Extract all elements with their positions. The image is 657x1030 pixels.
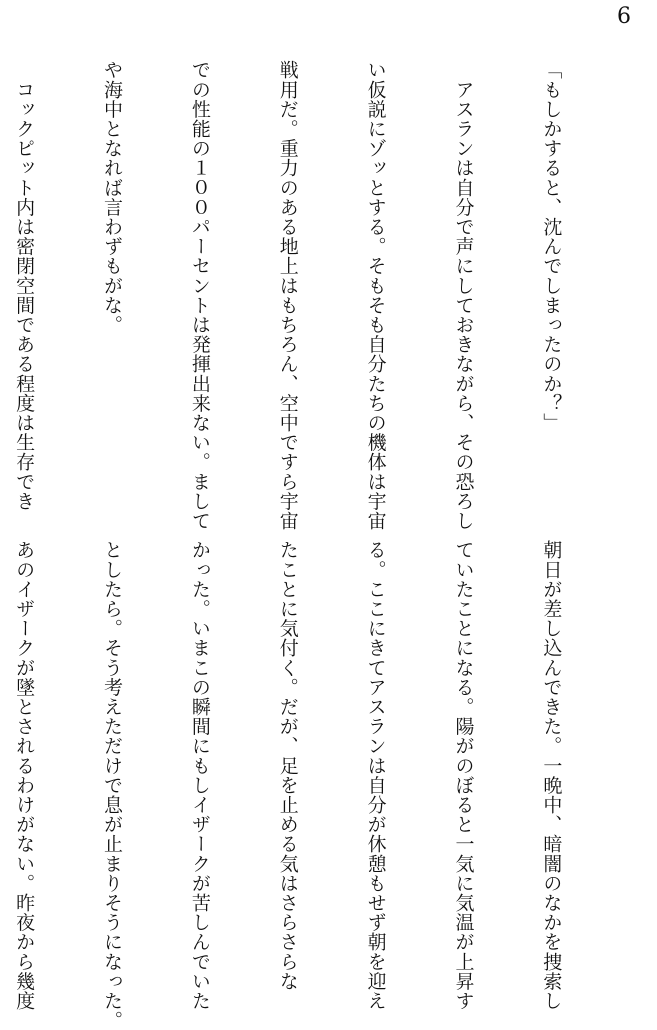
text-line: 「もしかすると、沈んでしまったのか？」	[540, 60, 563, 433]
text-line: としたら。そう考えただけで息が止まりそうになった。	[100, 540, 123, 1030]
text-line: かった。いまこの瞬間にもしイザークが苦しんでいた	[188, 540, 211, 1011]
text-line: ていたことになる。陽がのぼると一気に気温が上昇す	[452, 540, 475, 1011]
text-line: や海中となれば言わずもがな。	[100, 60, 123, 335]
text-line: での性能の１００パーセントは発揮出来ない。まして	[188, 60, 211, 531]
text-line: 戦用だ。重力のある地上はもちろん、空中ですら宇宙	[276, 60, 299, 531]
top-text-block	[8, 60, 624, 540]
bottom-text-block	[8, 540, 624, 1030]
text-line: い仮説にゾッとする。そもそも自分たちの機体は宇宙	[364, 60, 387, 531]
text-line: 朝日が差し込んできた。一晩中、暗闇のなかを捜索し	[540, 540, 563, 1011]
text-line: アスランは自分で声にしておきながら、その恐ろし	[452, 60, 475, 531]
text-line: たことに気付く。だが、足を止める気はさらさらな	[276, 540, 299, 991]
page-number: 6	[617, 4, 631, 29]
text-line: あのイザークが墜とされるわけがない。昨夜から幾度	[13, 540, 36, 1011]
text-line: コックピット内は密閉空間である程度は生存でき	[13, 60, 36, 511]
text-line: る。ここにきてアスランは自分が休憩もせず朝を迎え	[364, 540, 387, 1011]
